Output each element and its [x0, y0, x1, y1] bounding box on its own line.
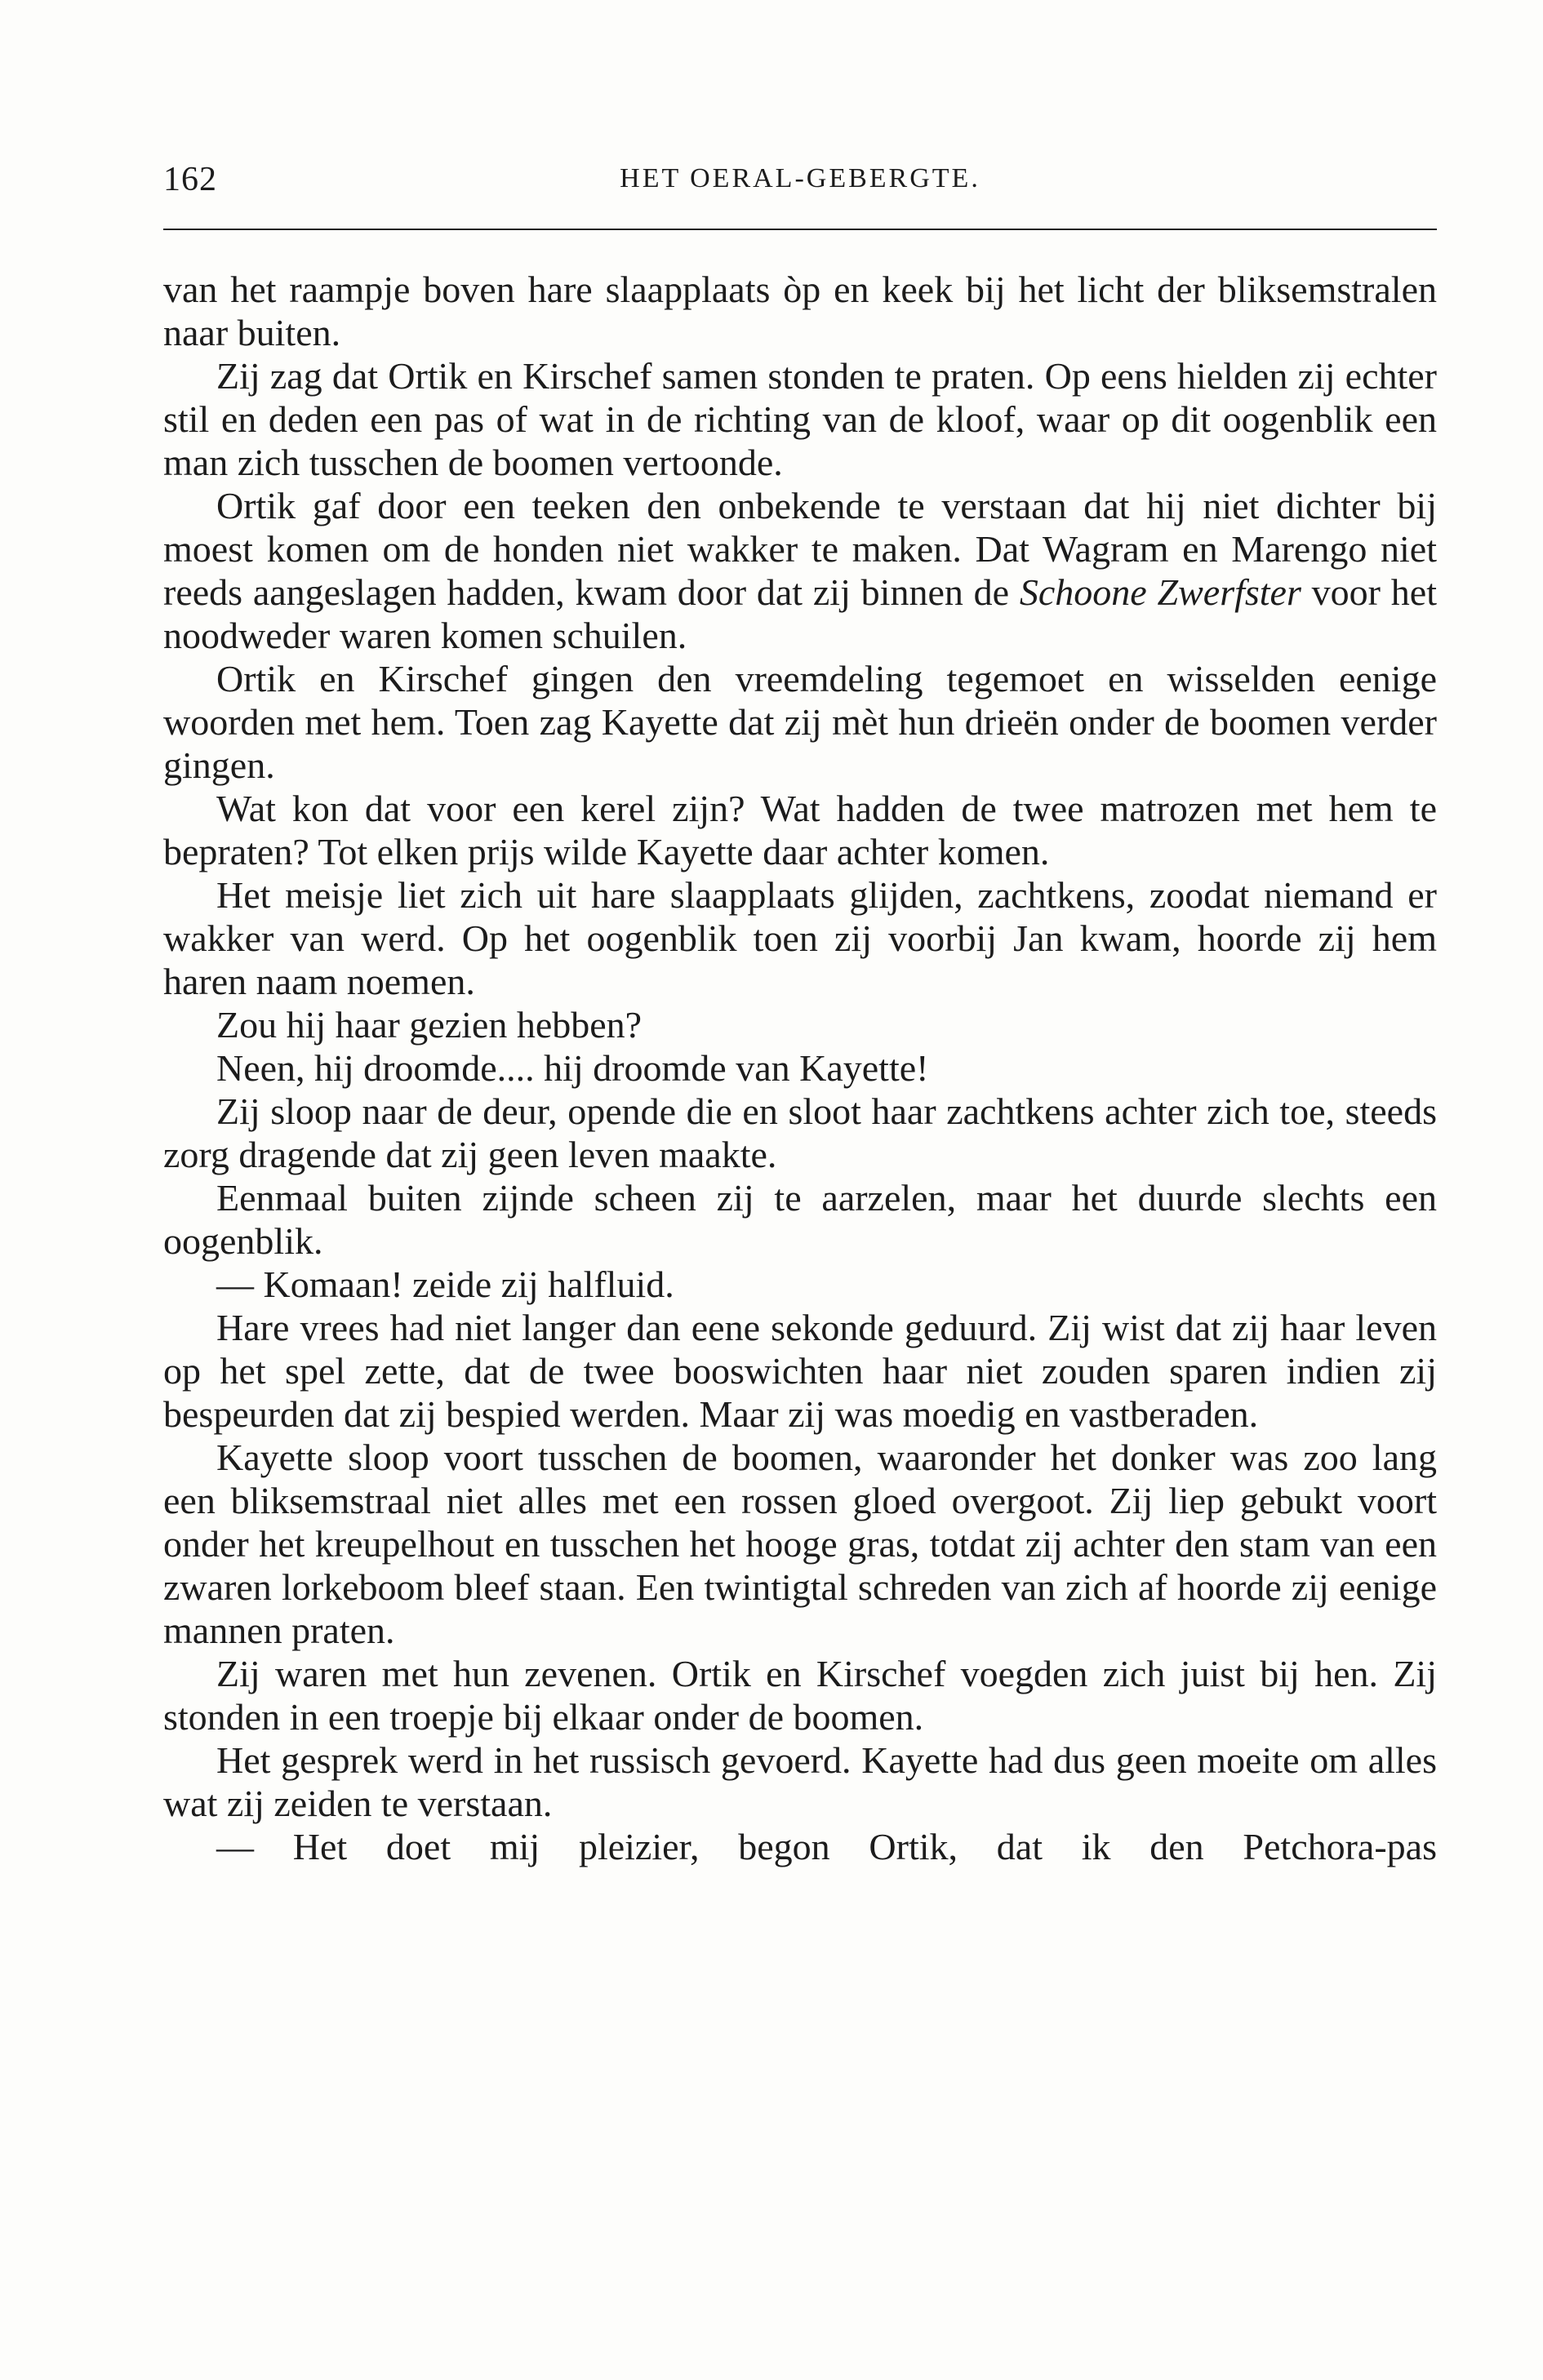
boat-name: Schoone Zwerfster	[1019, 571, 1301, 613]
paragraph: Zij waren met hun zevenen. Ortik en Kirschef voegden zich juist bij hen. Zij stonden in een troepje bij elkaar onder de boomen.	[163, 1653, 1437, 1738]
page-number: 162	[163, 161, 217, 198]
paragraph: Zij zag dat Ortik en Kirschef samen stonden te praten. Op eens hielden zij echter stil en deden een pas of wat in de richting van de kloof, waar op dit oogenblik een man zich tusschen de boomen vertoonde.	[163, 355, 1437, 483]
running-title: HET OERAL-GEBERGTE.	[620, 163, 980, 193]
paragraph: Zou hij haar gezien hebben?	[216, 1004, 643, 1046]
paragraph: Eenmaal buiten zijnde scheen zij te aarzelen, maar het duurde slechts een oogenblik.	[163, 1177, 1437, 1262]
paragraph-text: voor het noodweder waren komen schuilen.	[163, 571, 1437, 656]
paragraph: Kayette sloop voort tusschen de boomen, waaronder het donker was zoo lang een bliksemstraal niet alles met een rossen gloed overgoot. Zij liep gebukt voort onder het kreupelhout en tusschen het hooge gras, totdat zij achter den stam van een zwaren lorkeboom bleef staan. Een twintigtal schreden van zich af hoorde zij eenige mannen praten.	[163, 1436, 1437, 1651]
header-rule	[163, 229, 1437, 230]
page-header	[163, 160, 1437, 209]
paragraph: Zij sloop naar de deur, opende die en sloot haar zachtkens achter zich toe, steeds zorg dragende dat zij geen leven maakte.	[163, 1090, 1437, 1175]
paragraph: Hare vrees had niet langer dan eene sekonde geduurd. Zij wist dat zij haar leven op het spel zette, dat de twee booswichten haar niet zouden sparen indien zij bespeurden dat zij bespied werden. Maar zij was moedig en vastberaden.	[163, 1307, 1437, 1435]
paragraph: Het gesprek werd in het russisch gevoerd. Kayette had dus geen moeite om alles wat zij zeiden te verstaan.	[163, 1739, 1437, 1824]
paragraph: Ortik en Kirschef gingen den vreemdeling tegemoet en wisselden eenige woorden met hem. Toen zag Kayette dat zij mèt hun drieën onder de boomen verder gingen.	[163, 658, 1437, 786]
paragraph: Wat kon dat voor een kerel zijn? Wat hadden de twee matrozen met hem te bepraten? Tot elken prijs wilde Kayette daar achter komen.	[163, 788, 1437, 873]
body-text	[163, 268, 1437, 1868]
paragraph: Het meisje liet zich uit hare slaapplaats glijden, zachtkens, zoodat niemand er wakker van werd. Op het oogenblik toen zij voorbij Jan kwam, hoorde zij hem haren naam noemen.	[163, 874, 1437, 1002]
paragraph: van het raampje boven hare slaapplaats òp en keek bij het licht der bliksemstralen naar buiten.	[163, 269, 1437, 353]
paragraph-text: Ortik gaf door een teeken den onbekende te verstaan dat hij niet dichter bij moest komen om de honden niet wakker te maken. Dat Wagram en Marengo niet reeds aangeslagen hadden, kwam door dat zij binnen de	[163, 485, 1437, 613]
paragraph: — Het doet mij pleizier, begon Ortik, dat ik den Petchora-pas	[216, 1826, 1437, 1867]
paragraph	[163, 484, 1437, 657]
paragraph: — Komaan! zeide zij halfluid.	[216, 1263, 674, 1305]
paragraph: Neen, hij droomde.... hij droomde van Kayette!	[216, 1047, 929, 1089]
